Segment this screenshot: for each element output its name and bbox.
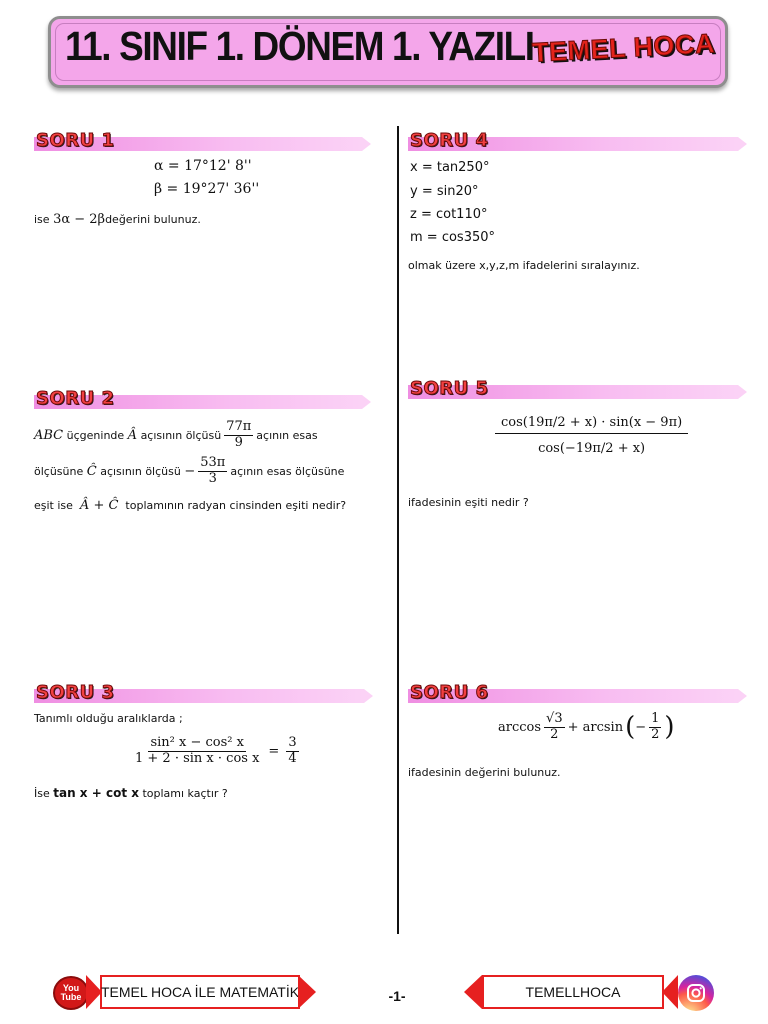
q5-denominator: cos(−19π/2 + x) <box>538 440 646 456</box>
question-1 <box>34 130 374 370</box>
question-5-header <box>408 378 753 404</box>
q2-l2-a: ölçüsüne <box>34 464 84 478</box>
brand-logo-text: TEMEL HOCA <box>531 28 716 68</box>
q5-expression <box>492 414 691 457</box>
q3-equation <box>130 736 302 767</box>
q1-prompt-suffix: değerini bulunuz. <box>105 213 201 226</box>
question-2-label: SORU 2 <box>36 388 115 409</box>
q2-frac2-sign: − <box>184 463 196 479</box>
q3-denominator: 1 + 2 · sin x · cos x <box>135 750 260 766</box>
q3-numerator: sin² x − cos² x <box>150 735 244 750</box>
q2-l1-b: üçgeninde <box>66 428 125 442</box>
question-4 <box>408 130 753 370</box>
q6-f1-num: √3 <box>546 711 563 726</box>
q2-l1-e: açının esas <box>256 428 318 442</box>
instagram-icon[interactable] <box>678 975 714 1011</box>
question-4-label: SORU 4 <box>410 130 489 151</box>
q2-fraction-2 <box>198 456 227 487</box>
exam-title: 11. SINIF 1. DÖNEM 1. YAZILI <box>65 23 534 69</box>
question-1-header <box>34 130 374 156</box>
q2-triangle-name: ABC <box>34 427 64 443</box>
q1-alpha-line: α = 17°12' 8'' <box>154 158 252 174</box>
question-1-label: SORU 1 <box>36 130 115 151</box>
q3-prompt-expr: tan x + cot x <box>53 786 139 800</box>
page-number: -1- <box>388 988 406 1004</box>
q5-main-fraction <box>495 414 688 457</box>
q2-angle-c: Ĉ <box>86 463 97 479</box>
column-divider <box>397 126 399 934</box>
q2-line-2 <box>34 456 344 487</box>
question-5-label: SORU 5 <box>410 378 489 399</box>
q2-l2-c: açısının ölçüsü <box>100 464 181 478</box>
youtube-chevron-right-icon <box>298 975 316 1009</box>
youtube-icon[interactable] <box>53 976 89 1010</box>
q4-z-line: z = cot110° <box>410 207 488 222</box>
question-3 <box>34 682 379 862</box>
q1-prompt <box>34 212 201 227</box>
q5-prompt: ifadesinin eşiti nedir ? <box>408 496 529 509</box>
q3-result-num: 3 <box>288 735 297 750</box>
q4-y-line: y = sin20° <box>410 184 479 199</box>
q2-line-1 <box>34 420 318 451</box>
q6-arcsin: + arcsin <box>567 719 624 735</box>
q4-prompt: olmak üzere x,y,z,m ifadelerini sıralayınız. <box>408 259 640 272</box>
q6-paren-close: ) <box>664 712 675 743</box>
youtube-icon-bottom: Tube <box>60 992 82 1002</box>
q6-fraction-2 <box>649 712 661 743</box>
question-2-header <box>34 388 379 414</box>
q2-frac2-num: 53π <box>200 455 226 470</box>
question-3-header <box>34 682 379 708</box>
q2-line-3 <box>34 498 346 513</box>
q6-expression <box>498 712 675 743</box>
q3-result-fraction <box>286 736 298 767</box>
q2-l3-a: eşit ise <box>34 499 73 512</box>
q3-prompt-prefix: İse <box>34 786 50 800</box>
instagram-chevron-right-icon <box>662 975 678 1009</box>
q3-main-fraction <box>133 736 261 767</box>
q2-sum-expr: Â + Ĉ <box>79 498 119 513</box>
q3-equals: = <box>268 743 280 759</box>
q6-paren-open: ( <box>625 712 636 743</box>
q4-m-line: m = cos350° <box>410 230 496 245</box>
q2-frac1-den: 9 <box>234 434 243 450</box>
q2-frac2-den: 3 <box>208 470 217 486</box>
question-6 <box>408 682 753 862</box>
q6-prompt: ifadesinin değerini bulunuz. <box>408 766 561 779</box>
q1-beta-line: β = 19°27' 36'' <box>154 181 260 197</box>
instagram-chevron-left-icon <box>464 975 482 1009</box>
q1-prompt-prefix: ise <box>34 213 50 226</box>
question-6-header <box>408 682 753 708</box>
question-2 <box>34 388 379 648</box>
q3-intro: Tanımlı olduğu aralıklarda ; <box>34 712 183 725</box>
q6-fraction-1 <box>544 712 565 743</box>
title-banner <box>48 16 728 88</box>
q1-prompt-expr: 3α − 2β <box>53 212 106 227</box>
q3-result-den: 4 <box>288 750 297 766</box>
q2-l1-d: açısının ölçüsü <box>140 428 222 442</box>
q3-prompt <box>34 786 228 800</box>
q4-x-line: x = tan250° <box>410 160 490 175</box>
question-3-label: SORU 3 <box>36 682 115 703</box>
q2-angle-a: Â <box>127 427 138 443</box>
q6-f2-sign: − <box>635 719 647 735</box>
q6-f1-den: 2 <box>550 726 559 742</box>
q2-l2-d: açının esas ölçüsüne <box>230 464 345 478</box>
q3-prompt-suffix: toplamı kaçtır ? <box>142 786 228 800</box>
question-6-label: SORU 6 <box>410 682 489 703</box>
q2-l3-c: toplamının radyan cinsinden eşiti nedir? <box>125 499 347 512</box>
q6-f2-num: 1 <box>651 711 660 726</box>
youtube-channel-link[interactable]: TEMEL HOCA İLE MATEMATİK <box>100 975 300 1009</box>
question-4-header <box>408 130 753 156</box>
q5-numerator: cos(19π/2 + x) · sin(x − 9π) <box>495 414 688 434</box>
q2-fraction-1 <box>224 420 253 451</box>
youtube-icon-top: You <box>62 983 80 993</box>
question-5 <box>408 378 753 638</box>
instagram-account-link[interactable]: TEMELLHOCA <box>482 975 664 1009</box>
q6-arccos: arccos <box>498 719 542 735</box>
q6-f2-den: 2 <box>651 726 660 742</box>
q2-frac1-num: 77π <box>226 419 252 434</box>
instagram-glyph-icon <box>686 983 706 1003</box>
